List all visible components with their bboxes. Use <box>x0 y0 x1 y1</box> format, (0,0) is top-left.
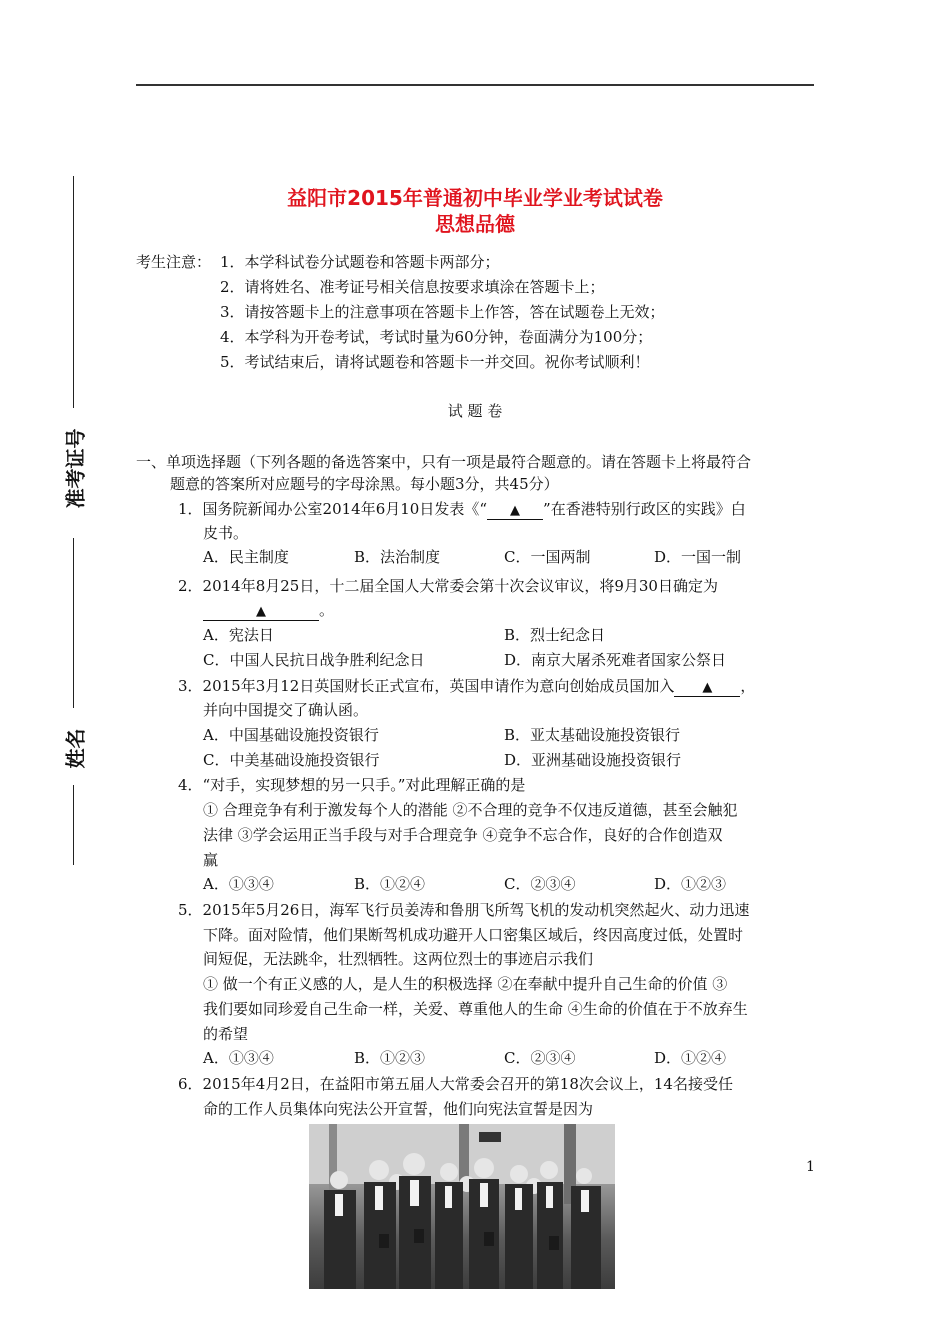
q4-statement-line2: 法律 ③学会运用正当手段与对手合理竞争 ④竞争不忘合作，良好的合作创造双 <box>203 826 723 844</box>
q4-option-c: C．②③④ <box>504 875 576 893</box>
q1-option-c: C．一国两制 <box>504 548 591 566</box>
q4-statement-line3: 赢 <box>203 851 219 869</box>
header-rule <box>136 84 814 86</box>
q1-option-b: B．法治制度 <box>354 548 441 566</box>
notice-item-2: 2．请将姓名、准考证号相关信息按要求填涂在答题卡上； <box>220 278 605 296</box>
admission-number-field[interactable] <box>73 538 74 708</box>
q3-option-a: A．中国基础设施投资银行 <box>203 726 379 744</box>
q5-statement-line1: ① 做一个有正义感的人，是人生的积极选择 ②在奉献中提升自己生命的价值 ③ <box>203 975 728 993</box>
q3-stem-text-a: 3．2015年3月12日英国财长正式宣布，英国申请作为意向创始成员国加入 <box>178 677 675 695</box>
oath-ceremony-illustration <box>309 1124 615 1289</box>
notice-item-3: 3．请按答题卡上的注意事项在答题卡上作答，答在试题卷上无效； <box>220 303 665 321</box>
q4-statement-line1: ① 合理竞争有利于激发每个人的潜能 ②不合理的竞争不仅违反道德，甚至会触犯 <box>203 801 738 819</box>
notice-item-4: 4．本学科为开卷考试，考试时量为60分钟，卷面满分为100分； <box>220 328 653 346</box>
q5-stem-line3: 间短促，无法跳伞，壮烈牺牲。这两位烈士的事迹启示我们 <box>203 950 594 968</box>
section-title: 试 题 卷 <box>447 402 503 420</box>
q5-stem-line2: 下降。面对险情，他们果断驾机成功避开人口密集区域后，终因高度过低，处置时 <box>203 926 744 944</box>
q2-option-c: C．中国人民抗日战争胜利纪念日 <box>203 651 425 669</box>
notice-label: 考生注意： <box>136 253 212 271</box>
q3-blank <box>674 678 740 697</box>
q2-stem-line1: 2．2014年8月25日，十二届全国人大常委会第十次会议审议，将9月30日确定为 <box>178 577 718 595</box>
q5-statement-line2: 我们要如同珍爱自己生命一样，关爱、尊重他人的生命 ④生命的价值在于不放弃生 <box>203 1000 748 1018</box>
q5-statement-line3: 的希望 <box>203 1025 249 1043</box>
subject-title: 思想品德 <box>435 212 515 236</box>
oath-ceremony-photo <box>309 1124 615 1289</box>
q6-stem-line2: 命的工作人员集体向宪法公开宣誓，他们向宪法宣誓是因为 <box>203 1100 594 1118</box>
q2-stem-end: 。 <box>319 601 335 619</box>
q2-option-d: D．南京大屠杀死难者国家公祭日 <box>504 651 727 669</box>
page-number: 1 <box>806 1159 815 1175</box>
blank-triangle-icon: ▲ <box>702 680 713 695</box>
notice-item-5: 5．考试结束后，请将试题卷和答题卡一并交回。祝你考试顺利！ <box>220 353 650 371</box>
q3-option-c: C．中美基础设施投资银行 <box>203 751 380 769</box>
blank-triangle-icon: ▲ <box>510 503 521 518</box>
q1-stem-text-a: 1．国务院新闻办公室2014年6月10日发表《“ <box>178 500 488 518</box>
notice-item-1: 1．本学科试卷分试题卷和答题卡两部分； <box>220 253 500 271</box>
q5-stem-line1: 5．2015年5月26日，海军飞行员姜涛和鲁朋飞所驾飞机的发动机突然起火、动力迅速 <box>178 901 750 919</box>
blank-triangle-icon: ▲ <box>256 604 266 619</box>
q5-option-b: B．①②③ <box>354 1049 426 1067</box>
q3-stem-line1 <box>178 676 755 697</box>
q2-option-b: B．烈士纪念日 <box>504 626 606 644</box>
q5-option-d: D．①②④ <box>654 1049 727 1067</box>
part1-instructions-line1: 一、单项选择题（下列各题的备选答案中，只有一项是最符合题意的。请在答题卡上将最符合 <box>136 453 752 471</box>
name-field[interactable] <box>73 785 74 865</box>
q3-stem-text-b: ， <box>740 677 756 695</box>
exam-title: 益阳市2015年普通初中毕业学业考试试卷 <box>287 186 663 210</box>
q5-option-c: C．②③④ <box>504 1049 576 1067</box>
q3-stem-line2: 并向中国提交了确认函。 <box>203 701 369 719</box>
part1-instructions-line2: 题意的答案所对应题号的字母涂黑。每小题3分，共45分） <box>170 475 559 493</box>
q4-option-d: D．①②③ <box>654 875 727 893</box>
q6-stem-line1: 6．2015年4月2日，在益阳市第五届人大常委会召开的第18次会议上，14名接受任 <box>178 1075 733 1093</box>
q5-option-a: A．①③④ <box>203 1049 274 1067</box>
q1-option-d: D．一国一制 <box>654 548 742 566</box>
q2-blank <box>203 602 319 621</box>
admission-number-label: 准考证号 <box>63 428 88 509</box>
q4-stem-line1: 4．“对手，实现梦想的另一只手。”对此理解正确的是 <box>178 776 526 794</box>
q4-option-a: A．①③④ <box>203 875 274 893</box>
name-label: 姓名 <box>63 728 88 769</box>
q1-stem-line1 <box>178 499 746 520</box>
q1-stem-line2: 皮书。 <box>203 524 249 542</box>
q1-option-a: A．民主制度 <box>203 548 289 566</box>
q1-blank <box>487 501 543 520</box>
q3-option-d: D．亚洲基础设施投资银行 <box>504 751 682 769</box>
q2-stem-line2 <box>203 600 334 621</box>
q3-option-b: B．亚太基础设施投资银行 <box>504 726 681 744</box>
q2-option-a: A．宪法日 <box>203 626 274 644</box>
q1-stem-text-b: ”在香港特别行政区的实践》白 <box>543 500 746 518</box>
q4-option-b: B．①②④ <box>354 875 426 893</box>
